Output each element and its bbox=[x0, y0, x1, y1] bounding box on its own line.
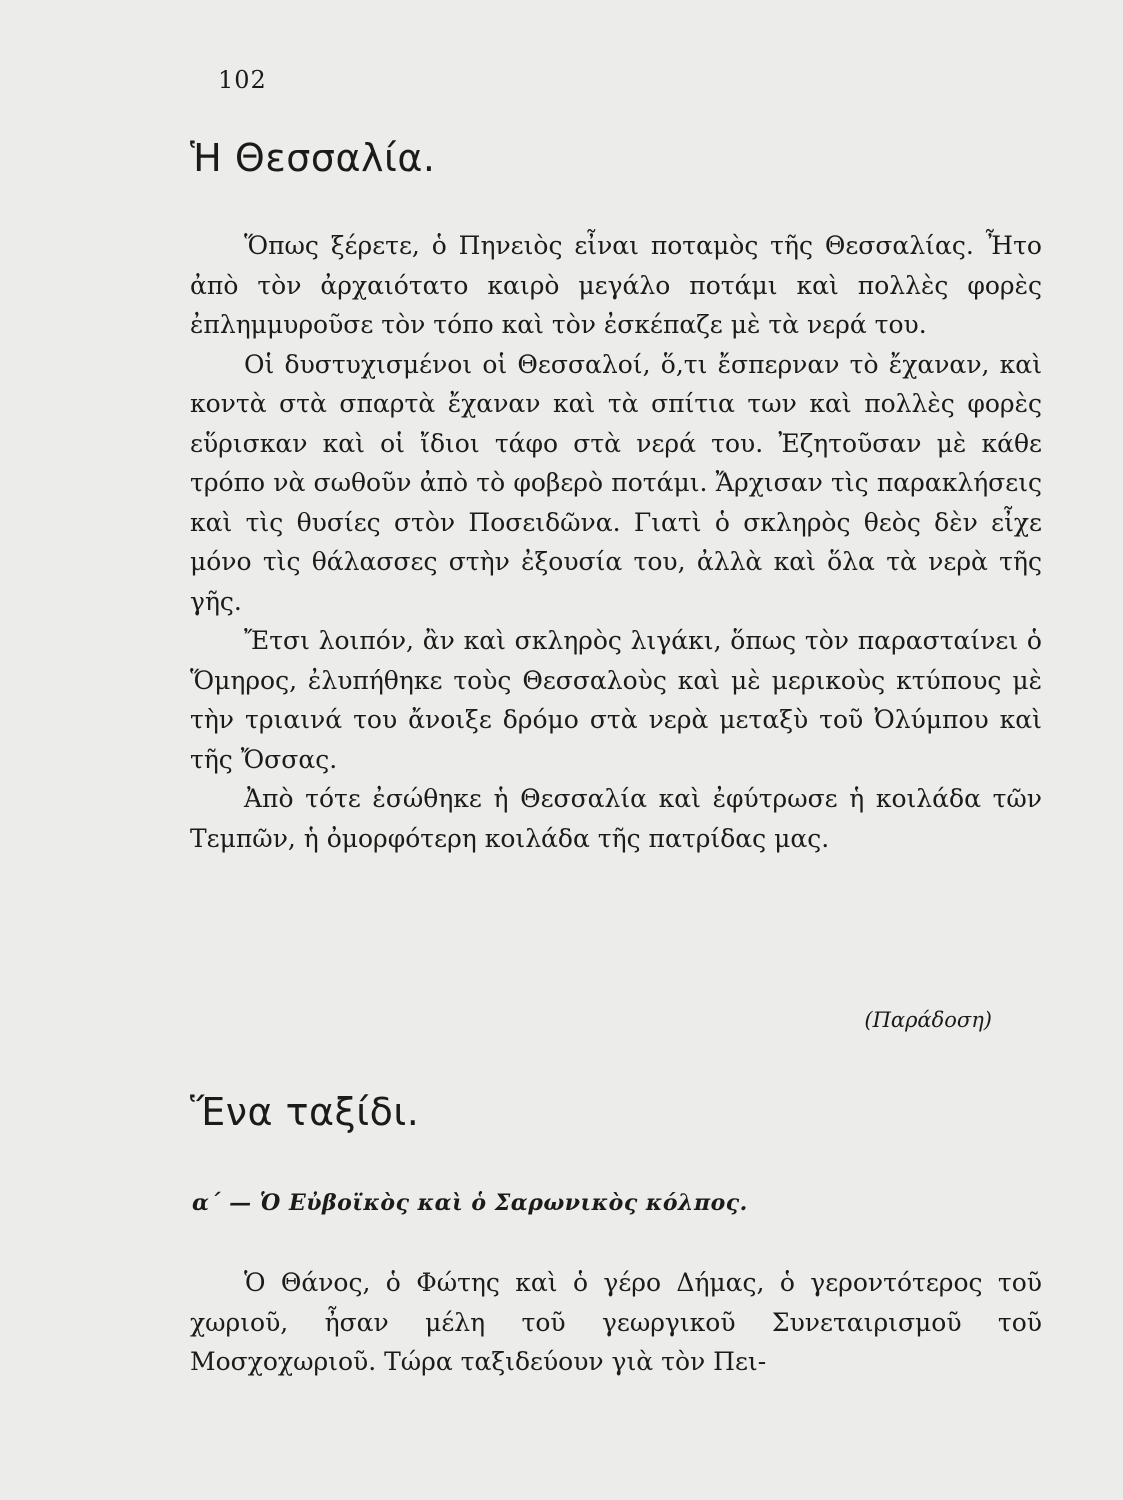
section-body-thessaly bbox=[190, 226, 1042, 858]
paragraph: Ἀπὸ τότε ἐσώθηκε ἡ Θεσσαλία καὶ ἐφύτρωσε ἡ κοιλάδα τῶν Τεμπῶν, ἡ ὀμορφότερη κοιλάδα τῆς πατρίδας μας. bbox=[190, 784, 1042, 853]
section-body-journey bbox=[190, 1263, 1042, 1382]
section-title-journey: Ἕνα ταξίδι. bbox=[190, 1090, 420, 1134]
paragraph: Ὅπως ξέρετε, ὁ Πηνειὸς εἶναι ποταμὸς τῆς Θεσσαλίας. Ἦτο ἀπὸ τὸν ἀρχαιότατο καιρὸ μεγάλο ποτάμι καὶ πολλὲς φορὲς ἐπλημμυροῦσε τὸν τόπο καὶ τὸν ἐσκέπαζε μὲ τὰ νερά του. bbox=[190, 231, 1042, 339]
paragraph: Ὁ Θάνος, ὁ Φώτης καὶ ὁ γέρο Δήμας, ὁ γεροντότερος τοῦ χωριοῦ, ἦσαν μέλη τοῦ γεωργικοῦ Συνεταιρισμοῦ τοῦ Μοσχοχωριοῦ. Τώρα ταξιδεύουν γιὰ τὸν Πει- bbox=[190, 1268, 1042, 1376]
source-attribution: (Παράδοση) bbox=[864, 1008, 992, 1032]
paragraph: Ἔτσι λοιπόν, ἂν καὶ σκληρὸς λιγάκι, ὅπως τὸν παρασταίνει ὁ Ὅμηρος, ἐλυπήθηκε τοὺς Θεσσαλοὺς καὶ μὲ μερικοὺς κτύπους μὲ τὴν τριαινά του ἄνοιξε δρόμο στὰ νερὰ μεταξὺ τοῦ Ὀλύμπου καὶ τῆς Ὄσσας. bbox=[190, 626, 1042, 774]
page-number: 102 bbox=[218, 66, 267, 94]
section-title-thessaly: Ἡ Θεσσαλία. bbox=[190, 136, 436, 180]
paragraph: Οἱ δυστυχισμένοι οἱ Θεσσαλοί, ὅ,τι ἔσπερναν τὸ ἔχαναν, καὶ κοντὰ στὰ σπαρτὰ ἔχαναν καὶ τὰ σπίτια των καὶ πολλὲς φορὲς εὕρισκαν καὶ οἱ ἴδιοι τάφο στὰ νερά του. Ἐζητοῦσαν μὲ κάθε τρόπο νὰ σωθοῦν ἀπὸ τὸ φοβερὸ ποτάμι. Ἄρχισαν τὶς παρακλήσεις καὶ τὶς θυσίες στὸν Ποσειδῶνα. Γιατὶ ὁ σκληρὸς θεὸς δὲν εἶχε μόνο τὶς θάλασσες στὴν ἐξουσία του, ἀλλὰ καὶ ὅλα τὰ νερὰ τῆς γῆς. bbox=[190, 349, 1042, 616]
chapter-subheading: α΄ — Ὁ Εὐβοϊκὸς καὶ ὁ Σαρωνικὸς κόλπος. bbox=[192, 1190, 748, 1216]
